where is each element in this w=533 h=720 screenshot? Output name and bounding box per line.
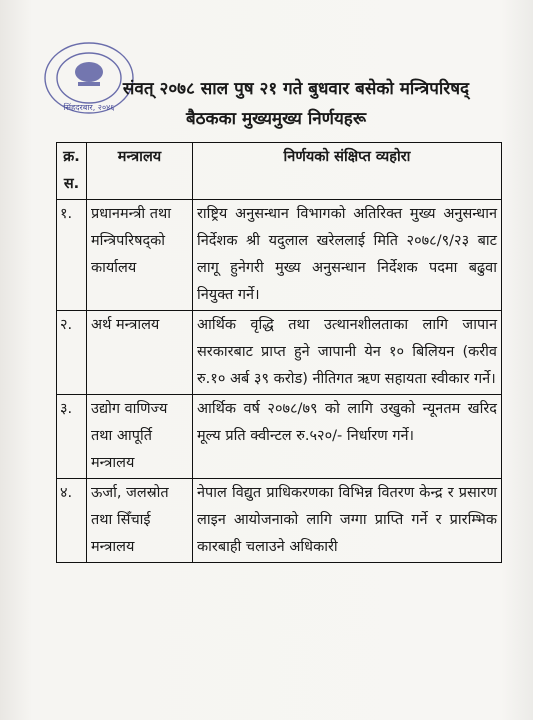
stamp-text: सिंहदरबार, २०४६ — [63, 103, 115, 112]
table-row — [57, 395, 502, 479]
header-serial: क्र. स. — [57, 143, 87, 200]
decisions-table — [56, 142, 502, 563]
row-ministry: अर्थ मन्त्रालय — [87, 311, 193, 395]
row-decision: राष्ट्रिय अनुसन्धान विभागको अतिरिक्त मुख्य अनुसन्धान निर्देशक श्री यदुलाल खरेललाई मिति २०७८/९/२३ बाट लागू हुनेगरी मुख्य अनुसन्धान निर्देशक पदमा बढुवा नियुक्त गर्ने। — [193, 200, 502, 311]
row-serial: ४. — [57, 479, 87, 563]
row-decision: आर्थिक वर्ष २०७८/७९ को लागि उखुको न्यूनतम खरिद मूल्य प्रति क्वीन्टल रु.५२०/- निर्धारण गर्ने। — [193, 395, 502, 479]
table-row — [57, 479, 502, 563]
title-line-2: बैठकका मुख्यमुख्य निर्णयहरू — [185, 109, 367, 129]
row-ministry: उद्योग वाणिज्य तथा आपूर्ति मन्त्रालय — [87, 395, 193, 479]
row-decision: आर्थिक वृद्धि तथा उत्थानशीलताका लागि जापान सरकारबाट प्राप्त हुने जापानी येन १० बिलियन (करीव रु.१० अर्ब ३९ करोड) नीतिगत ऋण सहायता स्वीकार गर्ने। — [193, 311, 502, 395]
title-line-1: संवत् २०७८ साल पुष २१ गते बुधवार बसेको मन्त्रिपरिषद् — [122, 79, 470, 99]
row-ministry: प्रधानमन्त्री तथा मन्त्रिपरिषद्को कार्यालय — [87, 200, 193, 311]
row-serial: १. — [57, 200, 87, 311]
table-header-row — [57, 143, 502, 200]
row-serial: ३. — [57, 395, 87, 479]
row-ministry: ऊर्जा, जलस्रोत तथा सिँचाई मन्त्रालय — [87, 479, 193, 563]
header-decision: निर्णयको संक्षिप्त व्यहोरा — [193, 143, 502, 200]
document-title — [56, 74, 496, 134]
header-ministry: मन्त्रालय — [87, 143, 193, 200]
table-row — [57, 200, 502, 311]
table-row — [57, 311, 502, 395]
row-decision: नेपाल विद्युत प्राधिकरणका विभिन्न वितरण केन्द्र र प्रसारण लाइन आयोजनाको लागि जग्गा प्राप्ति गर्ने र प्रारम्भिक कारबाही चलाउने अधिकारी — [193, 479, 502, 563]
row-serial: २. — [57, 311, 87, 395]
